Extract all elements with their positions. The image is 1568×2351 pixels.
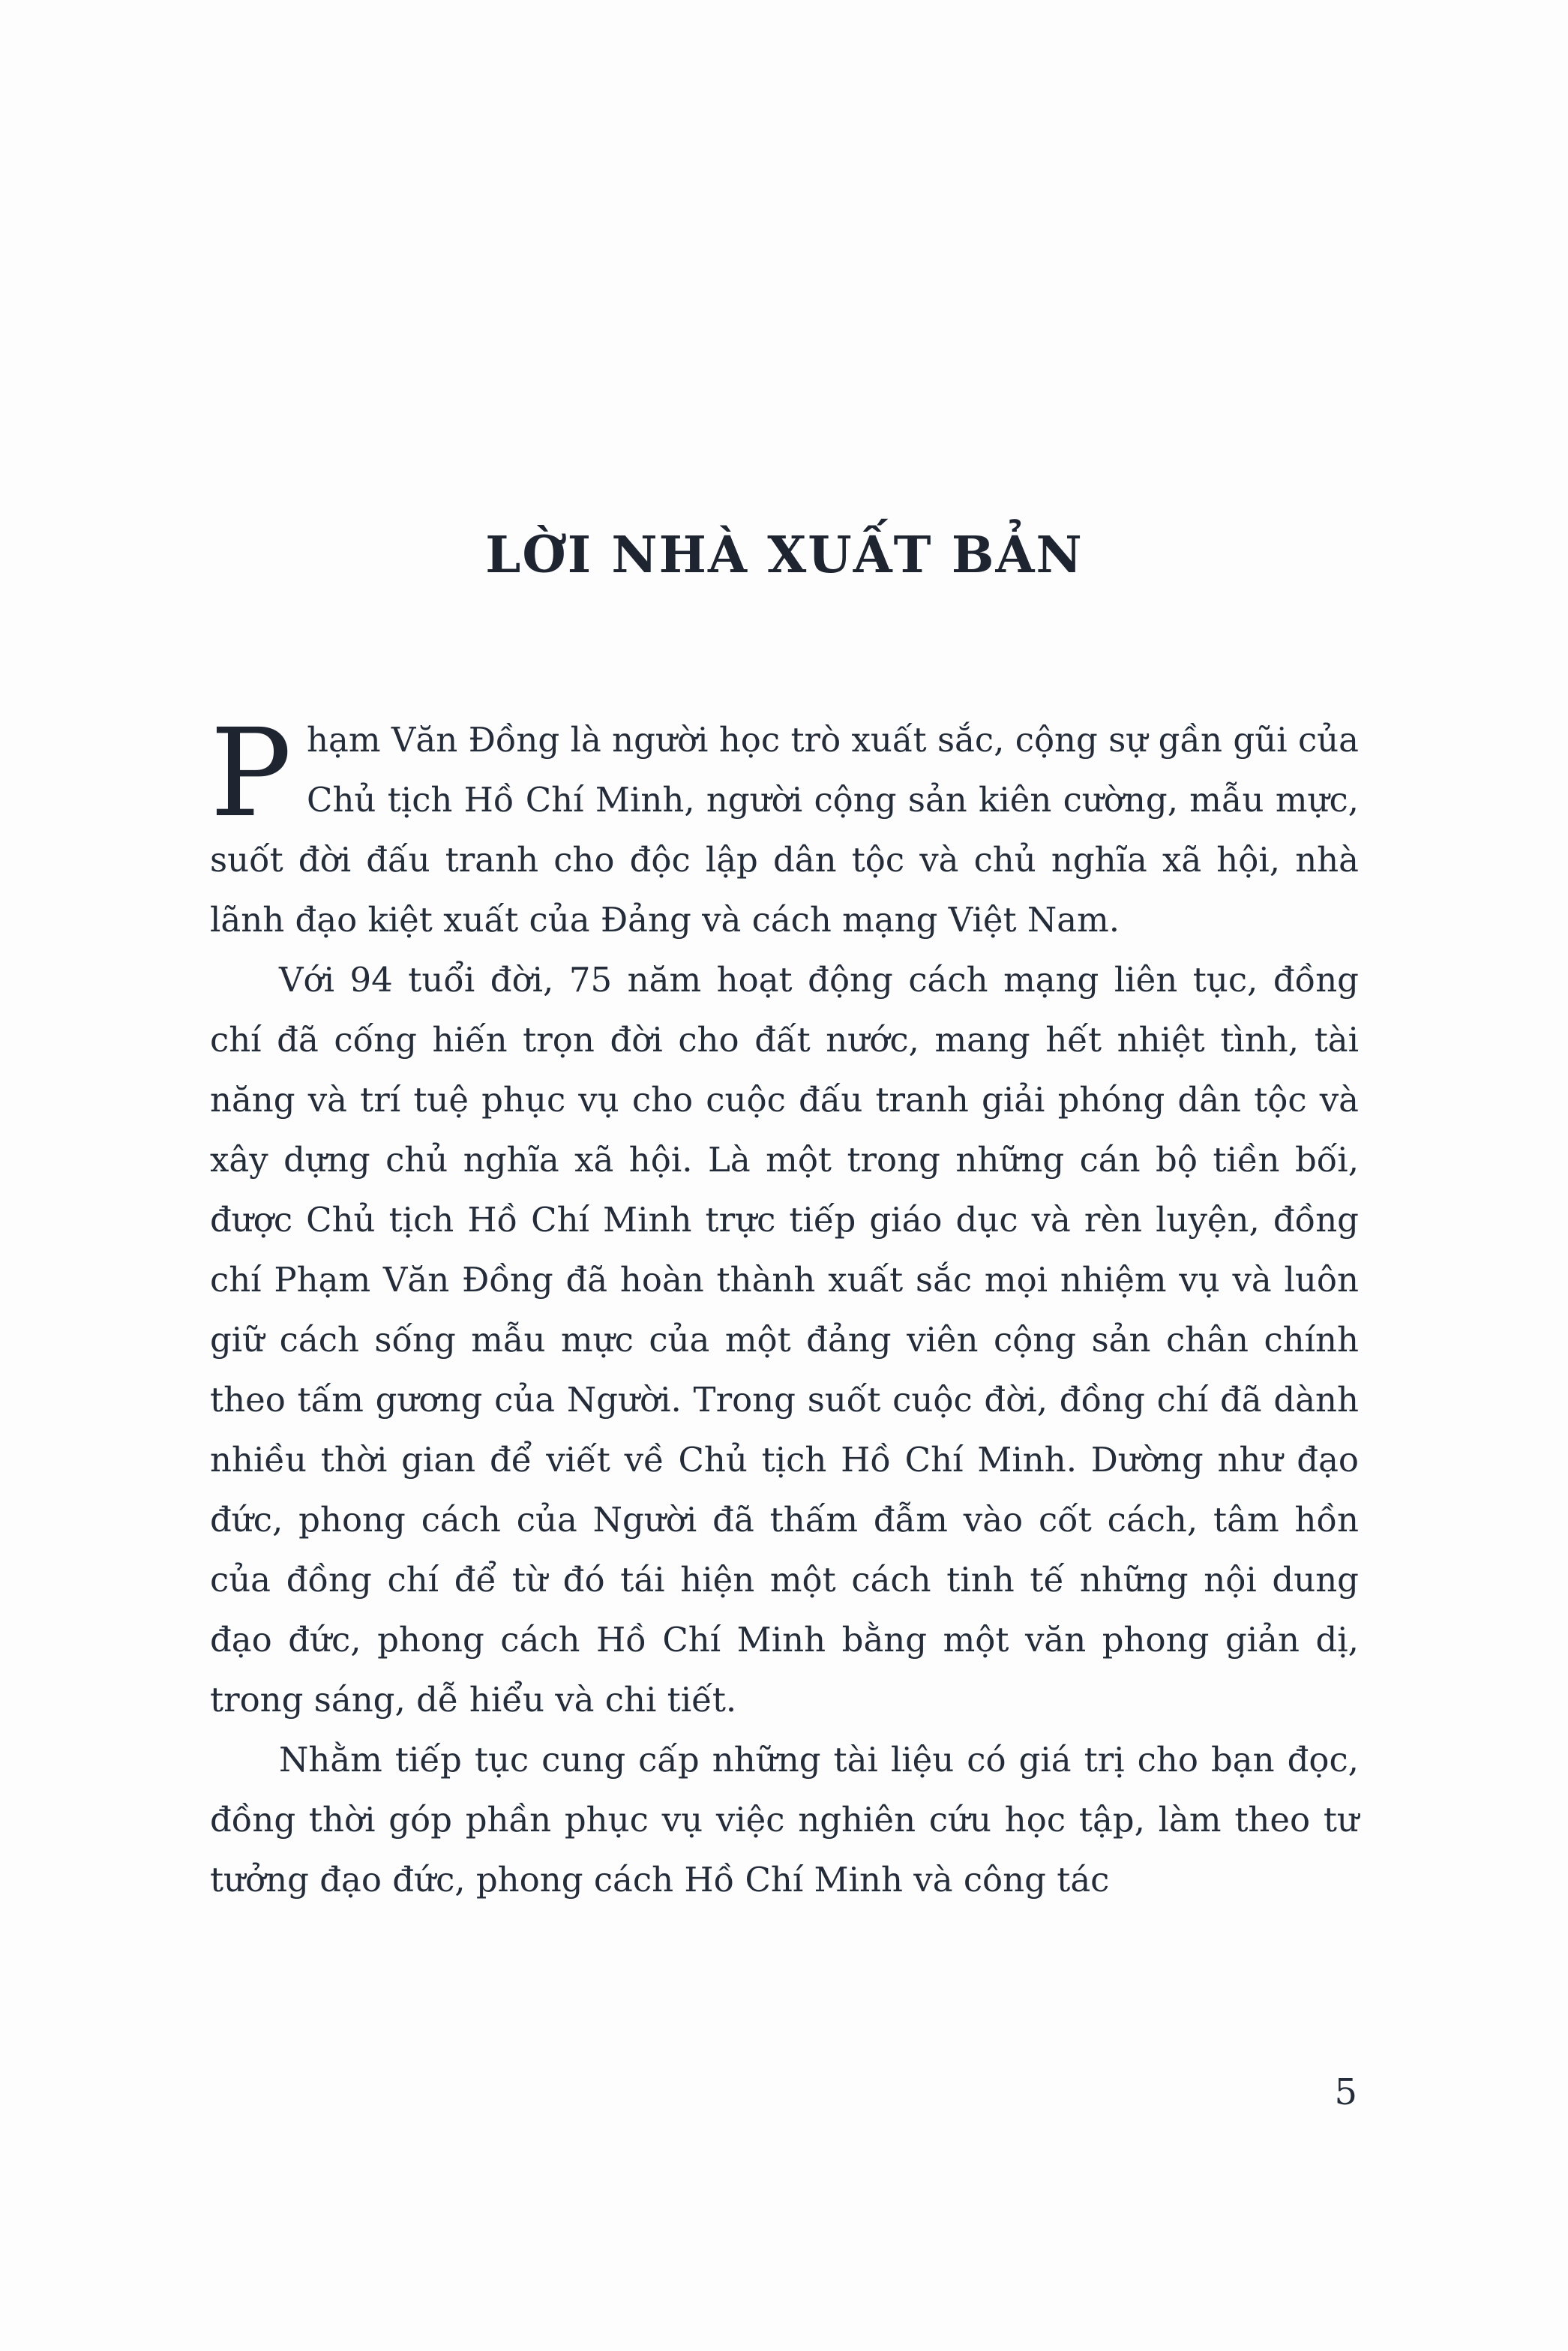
body-text — [210, 703, 1359, 1910]
page-title: LỜI NHÀ XUẤT BẢN — [485, 525, 1084, 584]
drop-cap: P — [210, 703, 292, 844]
lead-paragraph — [210, 703, 1359, 950]
paragraph: Nhằm tiếp tục cung cấp những tài liệu có giá trị cho bạn đọc, đồng thời góp phần phục vụ việc nghiên cứu học tập, làm theo tư tưởng đạo đức, phong cách Hồ Chí Minh và công tác — [210, 1740, 1359, 1900]
page-number: 5 — [1334, 2071, 1357, 2113]
paragraph: Với 94 tuổi đời, 75 năm hoạt động cách mạng liên tục, đồng chí đã cống hiến trọn đời cho đất nước, mang hết nhiệt tình, tài năng và trí tuệ phục vụ cho cuộc đấu tranh giải phóng dân tộc và xây dựng chủ nghĩa xã hội. Là một trong những cán bộ tiền bối, được Chủ tịch Hồ Chí Minh trực tiếp giáo dục và rèn luyện, đồng chí Phạm Văn Đồng đã hoàn thành xuất sắc mọi nhiệm vụ và luôn giữ cách sống mẫu mực của một đảng viên cộng sản chân chính theo tấm gương của Người. Trong suốt cuộc đời, đồng chí đã dành nhiều thời gian để viết về Chủ tịch Hồ Chí Minh. Dường như đạo đức, phong cách của Người đã thấm đẫm vào cốt cách, tâm hồn của đồng chí để từ đó tái hiện một cách tinh tế những nội dung đạo đức, phong cách Hồ Chí Minh bằng một văn phong giản dị, trong sáng, dễ hiểu và chi tiết. — [210, 960, 1359, 1720]
book-page — [210, 0, 1359, 1910]
lead-paragraph-text: hạm Văn Đồng là người học trò xuất sắc, cộng sự gần gũi của Chủ tịch Hồ Chí Minh, người cộng sản kiên cường, mẫu mực, suốt đời đấu tranh cho độc lập dân tộc và chủ nghĩa xã hội, nhà lãnh đạo kiệt xuất của Đảng và cách mạng Việt Nam. — [210, 720, 1359, 940]
